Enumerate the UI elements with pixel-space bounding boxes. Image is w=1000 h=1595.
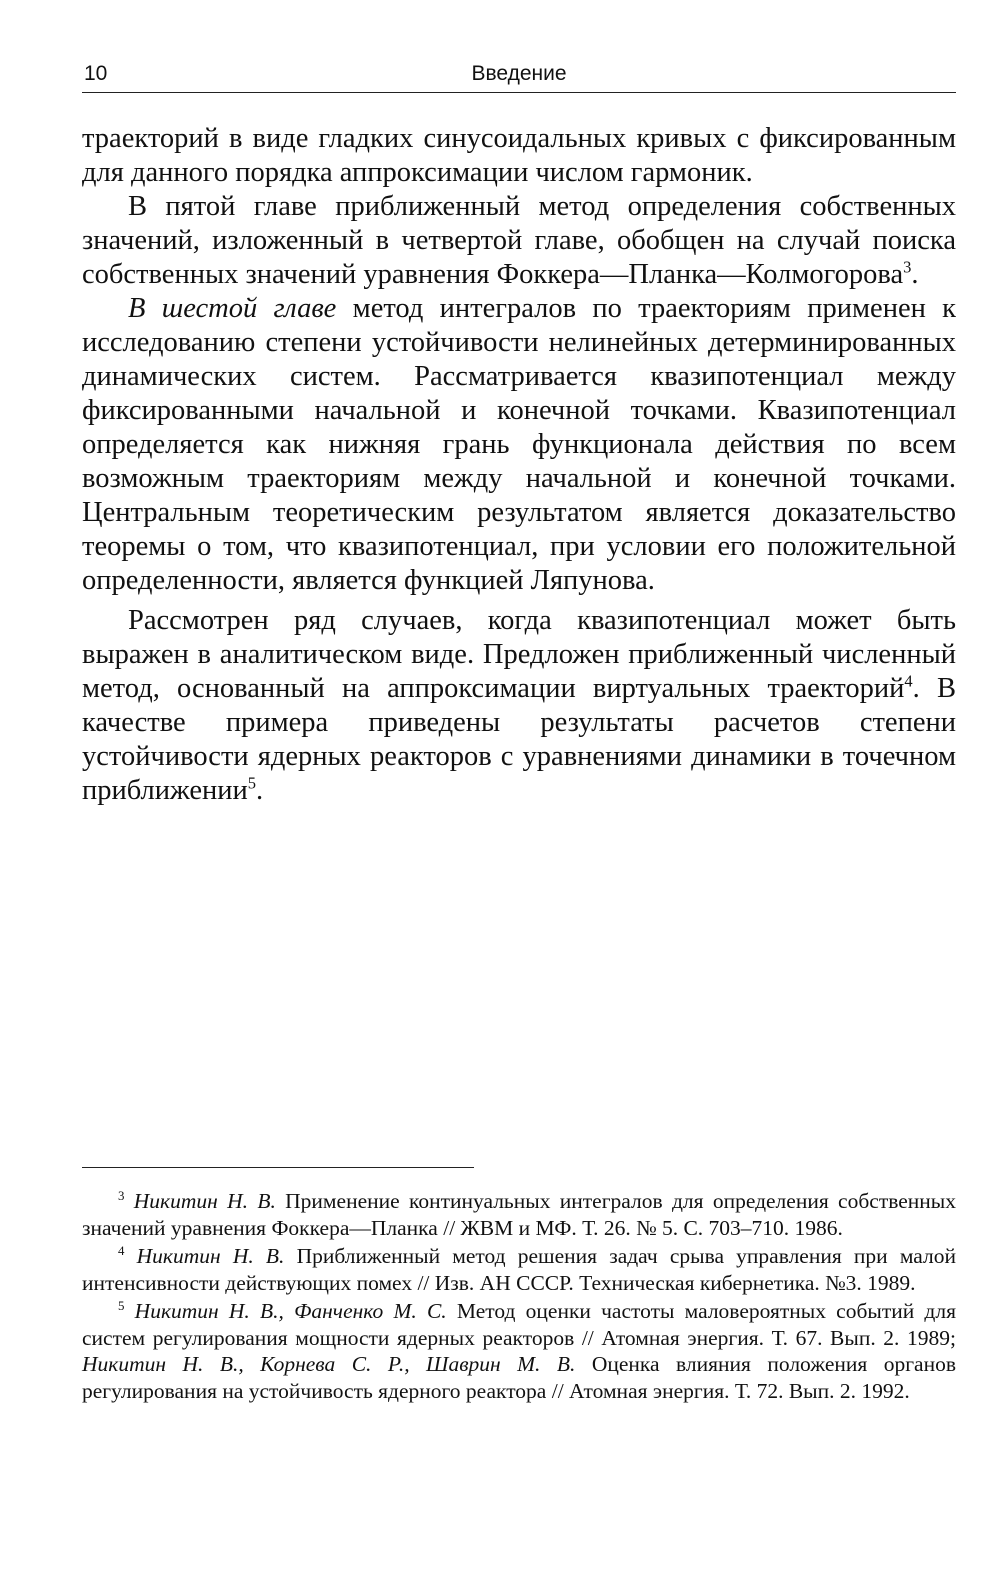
running-header xyxy=(82,58,956,93)
chapter-title: Введение xyxy=(471,62,567,85)
footnotes xyxy=(82,1188,956,1406)
footnote-ref-4[interactable]: 4 xyxy=(904,671,913,691)
page-number: 10 xyxy=(84,62,108,85)
footnote-author-2: Никитин Н. В., Корнева С. Р., Шаврин М. В. xyxy=(82,1352,576,1376)
footnote-author: Никитин Н. В., Фанченко М. С. xyxy=(134,1299,447,1323)
footnote-author: Никитин Н. В. xyxy=(133,1189,276,1213)
footnote-number: 4 xyxy=(118,1243,125,1258)
footnote-separator xyxy=(82,1167,474,1168)
footnote-text: Применение континуальных интегралов для определения собственных значений уравнения Фоккера—Планка // ЖВМ и МФ. Т. 26. № 5. С. 703–710. 1986. xyxy=(82,1189,956,1240)
chapter-six-emphasis: В шестой главе xyxy=(128,293,337,324)
footnote-text: Метод оценки частоты маловероятных событий для систем регулирования мощности ядерных реакторов // Атомная энергия. Т. 67. Вып. 2. 1989; xyxy=(82,1299,956,1350)
footnote-author: Никитин Н. В. xyxy=(136,1244,285,1268)
footnote-text-2: Оценка влияния положения органов регулирования на устойчивость ядерного реактора // Атомная энергия. Т. 72. Вып. 2. 1992. xyxy=(82,1352,957,1403)
footnote-4 xyxy=(82,1243,956,1296)
footnote-text: Приближенный метод решения задач срыва управления при малой интенсивности действующих помех // Изв. АН СССР. Техническая кибернетика. №3. 1989. xyxy=(82,1244,957,1295)
paragraph-1: траекторий в виде гладких синусоидальных кривых с фиксированным для данного порядка аппроксимации числом гармоник. xyxy=(82,123,956,188)
footnote-number: 3 xyxy=(118,1188,125,1203)
footnote-number: 5 xyxy=(118,1298,125,1313)
main-text xyxy=(82,122,956,808)
paragraph-4: Рассмотрен ряд случаев, когда квазипотенциал может быть выражен в аналитическом виде. Предложен приближенный численный метод, основанный на аппроксимации виртуальных траекторий$^4$. В качестве примера приведены результаты расчетов степени устойчивости ядерных реакторов с уравнениями динамики в точечном приближении$^5$. xyxy=(82,605,956,806)
paragraph-3: В шестой главе метод интегралов по траекториям применен к исследованию степени устойчивости нелинейных детерминированных динамических систем. Рассматривается квазипотенциал между фиксированными начальной и конечной точками. Квазипотенциал определяется как нижняя грань функционала действия по всем возможным траекториям между начальной и конечной точками. Центральным теоретическим результатом является доказательство теоремы о том, что квазипотенциал, при условии его положительной определенности, является функцией Ляпунова. xyxy=(82,293,957,596)
paragraph-2: В пятой главе приближенный метод определения собственных значений, изложенный в четвертой главе, обобщен на случай поиска собственных значений уравнения Фоккера—Планка—Колмогорова$^3$. xyxy=(82,191,956,290)
footnote-ref-5[interactable]: 5 xyxy=(247,773,257,793)
footnote-5 xyxy=(82,1298,956,1404)
footnote-3 xyxy=(82,1188,956,1241)
footnote-ref-3[interactable]: 3 xyxy=(903,257,912,277)
